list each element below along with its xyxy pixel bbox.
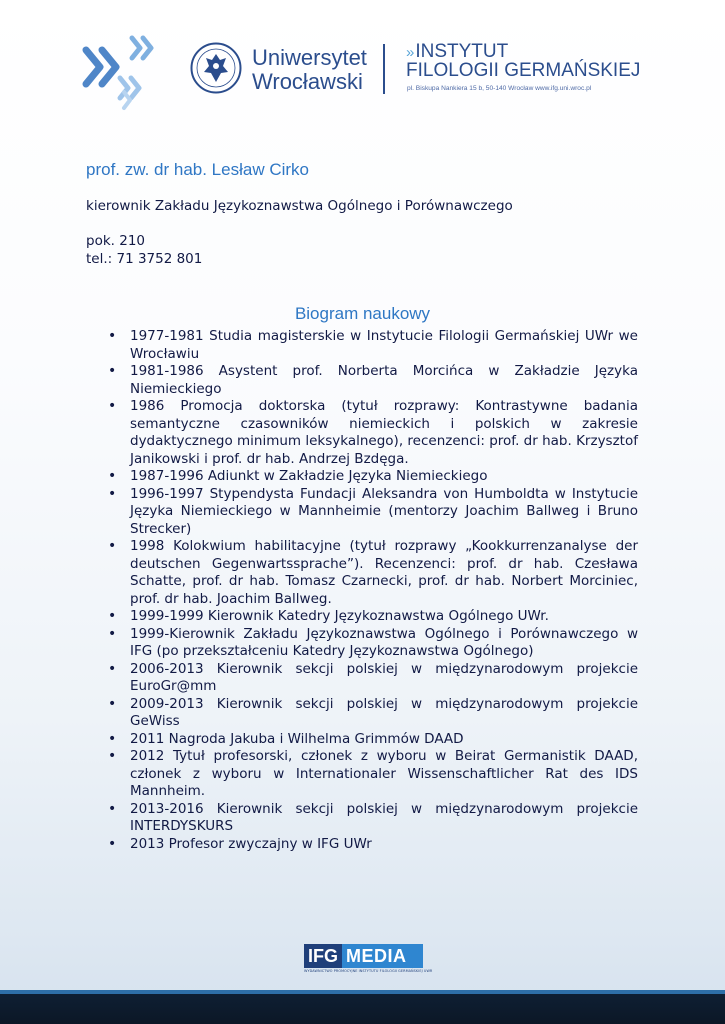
list-item: • 2013 Profesor zwyczajny w IFG UWr — [130, 836, 638, 854]
logo-tagline: WYDAWNICTWO PROMOCYJNE INSTYTUTU FILOLOGII GERMAŃSKIEJ UWR — [304, 969, 433, 973]
university-name — [252, 46, 367, 94]
list-item: • 2012 Tytuł profesorski, członek z wyboru w Beirat Germanistik DAAD, członek z wyboru w Internationaler Wissenschaftlicher Rat des IDS Mannheim. — [130, 748, 638, 801]
institute-address: pl. Biskupa Nankiera 15 b, 50-140 Wrocław www.ifg.uni.wroc.pl — [407, 85, 592, 92]
university-name-line2: Wrocławski — [252, 69, 363, 94]
list-item: • 1996-1997 Stypendysta Fundacji Aleksandra von Humboldta w Instytucie Języka Niemieckiego w Mannheimie (mentorzy Joachim Ballweg i Bruno Strecker) — [130, 486, 638, 539]
footer-band — [0, 990, 725, 1024]
person-role: kierownik Zakładu Językoznawstwa Ogólnego i Porównawczego — [86, 198, 513, 214]
contact-info — [86, 232, 202, 268]
logo-ifg-text: IFG — [304, 944, 342, 968]
phone-number: tel.: 71 3752 801 — [86, 251, 203, 267]
ifg-chevron-logo-icon — [80, 34, 162, 114]
university-name-line1: Uniwersytet — [252, 45, 367, 70]
section-title-biogram: Biogram naukowy — [294, 304, 431, 323]
list-item: • 1999-1999 Kierownik Katedry Językoznawstwa Ogólnego UWr. — [130, 608, 638, 626]
double-chevron-icon: » — [406, 44, 413, 61]
header-divider — [383, 44, 385, 94]
list-item: • 1986 Promocja doktorska (tytuł rozprawy: Kontrastywne badania semantyczne czasowników niemieckich i polskich w zakresie dydaktycznego minimum leksykalnego), recenzenci: prof. dr hab. Krzysztof Janikowski i prof. dr hab. Andrzej Bzdęga. — [130, 398, 638, 468]
biogram-list — [130, 328, 638, 853]
list-item: • 1981-1986 Asystent prof. Norberta Morcińca w Zakładzie Języka Niemieckiego — [130, 363, 638, 398]
list-item: • 1999-Kierownik Zakładu Językoznawstwa Ogólnego i Porównawczego w IFG (po przekształceniu Katedry Językoznawstwa Ogólnego) — [130, 626, 638, 661]
page-header — [0, 0, 725, 120]
list-item: • 1998 Kolokwium habilitacyjne (tytuł rozprawy „Kookkurrenzanalyse der deutschen Gegenwartssprache”). Recenzenci: prof. dr hab. Czesława Schatte, prof. dr hab. Tomasz Czarnecki, prof. dr hab. Norbert Morciniec, prof. dr hab. Joachim Ballweg. — [130, 538, 638, 608]
list-item: • 2013-2016 Kierownik sekcji polskiej w międzynarodowym projekcie INTERDYSKURS — [130, 801, 638, 836]
institute-name-line1: INSTYTUT — [415, 41, 509, 62]
room-number: pok. 210 — [86, 233, 145, 249]
person-name: prof. zw. dr hab. Lesław Cirko — [86, 160, 309, 179]
university-seal-icon — [190, 42, 242, 94]
list-item: • 1977-1981 Studia magisterskie w Instytucie Filologii Germańskiej UWr we Wrocławiu — [130, 328, 638, 363]
list-item: • 2006-2013 Kierownik sekcji polskiej w międzynarodowym projekcie EuroGr@mm — [130, 661, 638, 696]
ifg-media-logo — [304, 944, 433, 974]
institute-name — [406, 43, 640, 80]
list-item: • 1987-1996 Adiunkt w Zakładzie Języka Niemieckiego — [130, 468, 638, 486]
logo-media-text: MEDIA — [342, 944, 423, 968]
list-item: • 2009-2013 Kierownik sekcji polskiej w międzynarodowym projekcie GeWiss — [130, 696, 638, 731]
institute-name-line2: FILOLOGII GERMAŃSKIEJ — [406, 60, 641, 81]
list-item: • 2011 Nagroda Jakuba i Wilhelma Grimmów DAAD — [130, 731, 638, 749]
